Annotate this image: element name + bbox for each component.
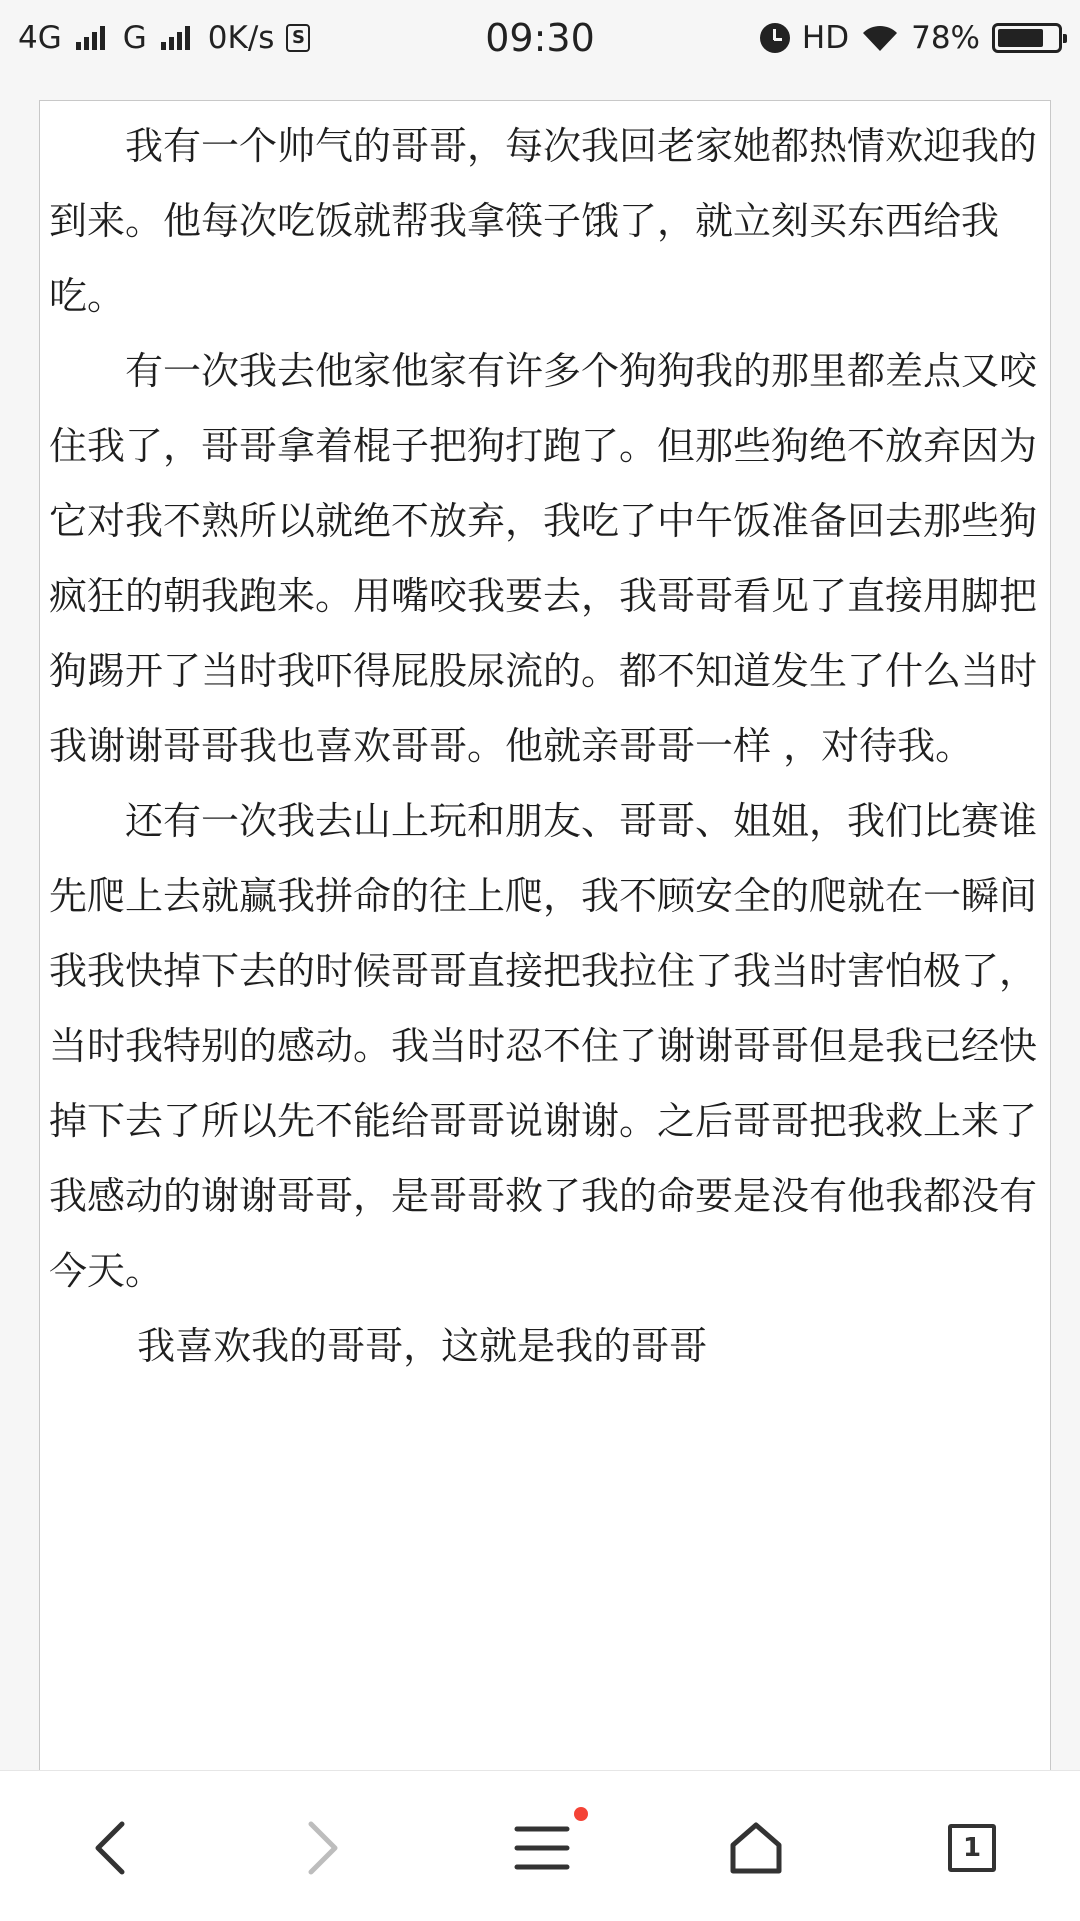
battery-percent: 78% (911, 20, 980, 56)
back-arrow-icon (90, 1820, 130, 1876)
status-bar (0, 0, 1080, 76)
network-g-label: G (122, 20, 147, 56)
battery-fill (998, 29, 1043, 47)
notification-dot (574, 1807, 588, 1821)
status-left (18, 20, 310, 56)
battery-icon (992, 23, 1062, 53)
status-right (760, 20, 1062, 56)
home-button[interactable] (696, 1793, 816, 1903)
alarm-icon (760, 23, 790, 53)
article-paragraph-1: 我有一个帅气的哥哥，每次我回老家她都热情欢迎我的到来。他每次吃饭就帮我拿筷子饿了，就立刻买东西给我吃。 (49, 124, 1038, 318)
forward-button[interactable] (263, 1793, 383, 1903)
home-icon (729, 1821, 783, 1875)
article-paragraph-4: 我喜欢我的哥哥，这就是我的哥哥 (49, 1324, 708, 1368)
network-4g-label: 4G (18, 20, 62, 56)
tabs-button[interactable] (912, 1793, 1032, 1903)
forward-arrow-icon (303, 1820, 343, 1876)
clock: 09:30 (485, 16, 595, 60)
menu-icon (514, 1825, 570, 1871)
tabs-icon: 1 (948, 1824, 996, 1872)
article-paragraph-3: 还有一次我去山上玩和朋友、哥哥、姐姐，我们比赛谁先爬上去就赢我拼命的往上爬，我不顾安全的爬就在一瞬间我我快掉下去的时候哥哥直接把我拉住了我当时害怕极了，当时我特别的感动。我当时忍不住了谢谢哥哥但是我已经快掉下去了所以先不能给哥哥说谢谢。之后哥哥把我救上来了我感动的谢谢哥哥，是哥哥救了我的命要是没有他我都没有今天。 (49, 799, 1038, 1293)
menu-button[interactable] (482, 1793, 602, 1903)
bottom-navigation-bar (0, 1770, 1080, 1921)
signal-icon-2 (161, 26, 190, 50)
wifi-icon (861, 23, 899, 53)
signal-icon (76, 26, 105, 50)
sim-icon: S (286, 24, 310, 52)
network-speed: 0K/s (207, 20, 275, 56)
article-content[interactable] (39, 100, 1051, 1772)
article-paragraph-2: 有一次我去他家他家有许多个狗狗我的那里都差点又咬住我了，哥哥拿着棍子把狗打跑了。但那些狗绝不放弃因为它对我不熟所以就绝不放弃，我吃了中午饭准备回去那些狗疯狂的朝我跑来。用嘴咬我要去，我哥哥看见了直接用脚把狗踢开了当时我吓得屁股尿流的。都不知道发生了什么当时我谢谢哥哥我也喜欢哥哥。他就亲哥哥一样 ，对待我。 (49, 349, 1038, 768)
back-button[interactable] (50, 1793, 170, 1903)
hd-label: HD (801, 20, 850, 56)
